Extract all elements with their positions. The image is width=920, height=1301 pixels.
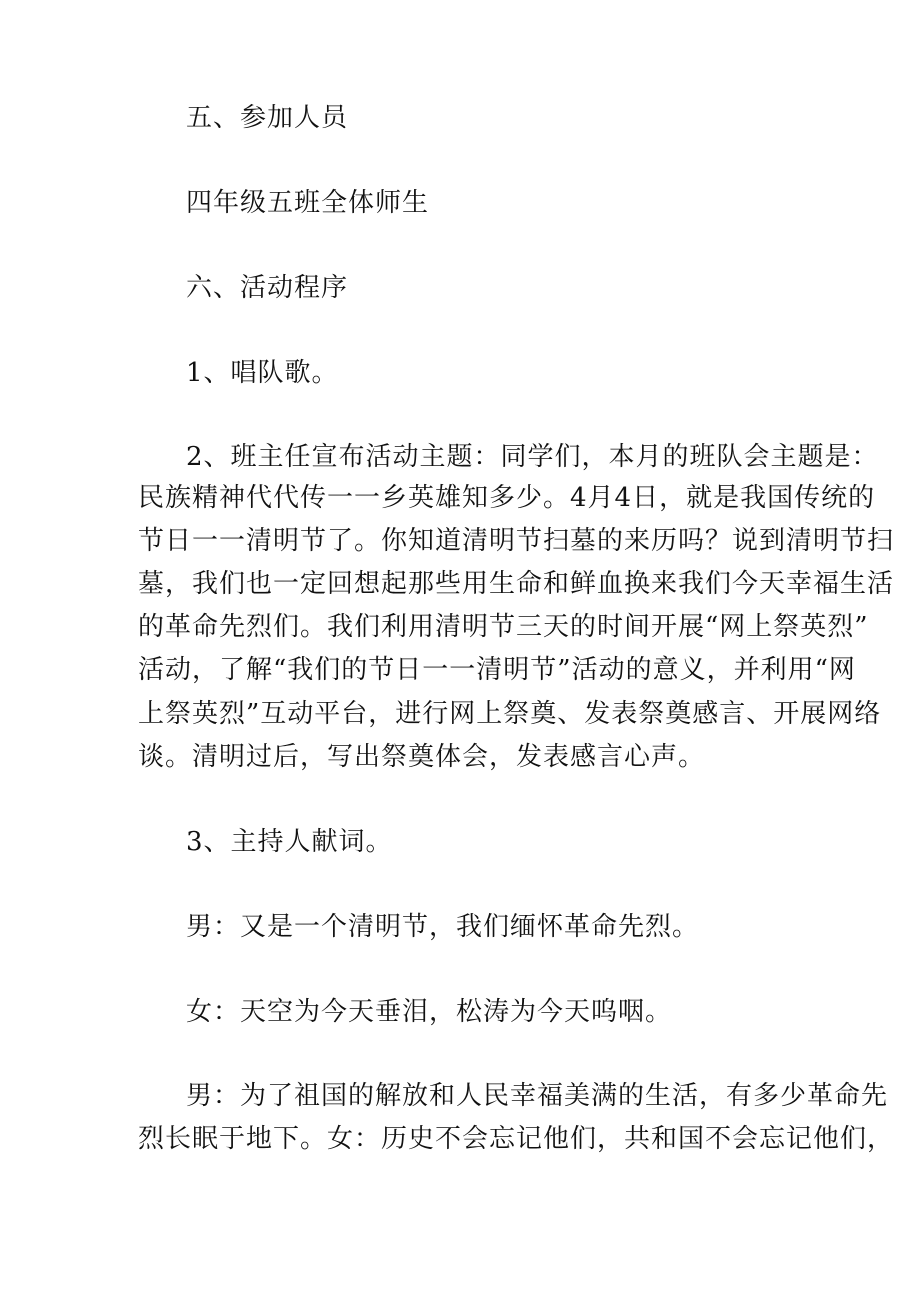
procedure-item-1: 1、唱队歌。	[186, 358, 339, 388]
procedure-item-3: 3、主持人献词。	[186, 827, 393, 857]
paragraph-line: 上祭英烈”互动平台，进行网上祭奠、发表祭奠感言、开展网络	[138, 699, 882, 729]
participants-text: 四年级五班全体师生	[186, 188, 430, 218]
paragraph-line: 民族精神代代传一一乡英雄知多少。4月4日，就是我国传统的	[138, 483, 876, 513]
dialogue-line-male: 男：为了祖国的解放和人民幸福美满的生活，有多少革命先	[186, 1081, 889, 1111]
dialogue-line-male: 男：又是一个清明节，我们缅怀革命先烈。	[186, 912, 700, 942]
paragraph-line: 2、班主任宣布活动主题：同学们，本月的班队会主题是：	[186, 442, 879, 472]
dialogue-line-female: 女：天空为今天垂泪，松涛为今天呜咽。	[186, 997, 673, 1027]
paragraph-line: 节日一一清明节了。你知道清明节扫墓的来历吗？说到清明节扫	[138, 526, 895, 556]
section-heading-procedure: 六、活动程序	[186, 273, 349, 303]
dialogue-line-continued: 烈长眠于地下。女：历史不会忘记他们，共和国不会忘记他们，	[138, 1124, 895, 1154]
paragraph-line: 的革命先烈们。我们利用清明节三天的时间开展“网上祭英烈”	[138, 612, 869, 642]
paragraph-line: 活动，了解“我们的节日一一清明节”活动的意义，并利用“网	[138, 655, 856, 685]
paragraph-line: 墓，我们也一定回想起那些用生命和鲜血换来我们今天幸福生活	[138, 569, 895, 599]
paragraph-line: 谈。清明过后，写出祭奠体会，发表感言心声。	[138, 742, 706, 772]
section-heading-participants: 五、参加人员	[186, 103, 349, 133]
